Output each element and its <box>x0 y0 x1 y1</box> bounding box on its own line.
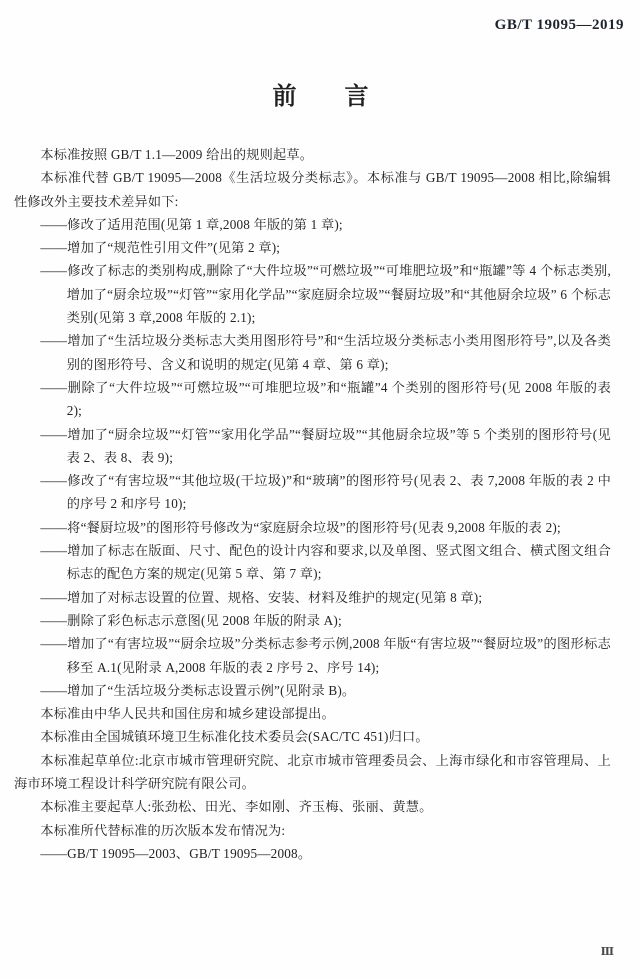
change-item: ——删除了彩色标志示意图(见 2008 年版的附录 A); <box>40 612 342 628</box>
intro-paragraph: 本标准按照 GB/T 1.1—2009 给出的规则起草。 <box>40 147 314 162</box>
change-item: ——增加了“生活垃圾分类标志大类用图形符号”和“生活垃圾分类标志小类用图形符号”,以及各类别的图形符号、含义和说明的规定(见第 4 章、第 6 章); <box>40 333 611 372</box>
change-item: ——修改了适用范围(见第 1 章,2008 年版的第 1 章); <box>40 216 343 232</box>
closing-paragraph: 本标准所代替标准的历次版本发布情况为: <box>40 822 286 838</box>
closing-paragraph: 本标准由全国城镇环境卫生标准化技术委员会(SAC/TC 451)归口。 <box>40 729 429 745</box>
change-item: ——修改了标志的类别构成,删除了“大件垃圾”“可燃垃圾”“可堆肥垃圾”和“瓶罐”等 4 个标志类别,增加了“厨余垃圾”“灯管”“家用化学品”“家庭厨余垃圾”“餐厨垃圾”和“其他厨余垃圾” 6 个标志类别(见第 3 章,2008 年版的 2.1); <box>40 263 611 326</box>
intro-paragraph: 本标准代替 GB/T 19095—2008《生活垃圾分类标志》。本标准与 GB/T 19095—2008 相比,除编辑性修改外主要技术差异如下: <box>14 170 611 209</box>
change-item: ——修改了“有害垃圾”“其他垃圾(干垃圾)”和“玻璃”的图形符号(见表 2、表 7,2008 年版的表 2 中的序号 2 和序号 10); <box>40 473 611 512</box>
page-number: Ⅲ <box>600 946 614 958</box>
closing-paragraph: 本标准起草单位:北京市城市管理研究院、北京市城市管理委员会、上海市绿化和市容管理局、上海市环境工程设计科学研究院有限公司。 <box>14 752 611 792</box>
closing-paragraph: 本标准由中华人民共和国住房和城乡建设部提出。 <box>40 706 335 722</box>
page-title: 前 言 <box>272 84 369 110</box>
change-item: ——增加了“有害垃圾”“厨余垃圾”分类标志参考示例,2008 年版“有害垃圾”“餐厨垃圾”的图形标志移至 A.1(见附录 A,2008 年版的表 2 序号 2、序号 14); <box>40 636 611 675</box>
change-item: ——增加了“规范性引用文件”(见第 2 章); <box>40 240 281 256</box>
closing-paragraph: 本标准主要起草人:张劲松、田光、李如刚、齐玉梅、张丽、黄慧。 <box>40 799 433 815</box>
foreword-body <box>14 143 611 865</box>
change-item: ——删除了“大件垃圾”“可燃垃圾”“可堆肥垃圾”和“瓶罐”4 个类别的图形符号(见 2008 年版的表 2); <box>40 379 611 419</box>
change-item: ——增加了标志在版面、尺寸、配色的设计内容和要求,以及单图、竖式图文组合、横式图文组合标志的配色方案的规定(见第 5 章、第 7 章); <box>40 543 611 582</box>
change-item: ——将“餐厨垃圾”的图形符号修改为“家庭厨余垃圾”的图形符号(见表 9,2008 年版的表 2); <box>40 519 561 535</box>
change-item: ——增加了对标志设置的位置、规格、安装、材料及维护的规定(见第 8 章); <box>40 589 483 605</box>
history-item: ——GB/T 19095—2003、GB/T 19095—2008。 <box>40 845 312 861</box>
change-item: ——增加了“厨余垃圾”“灯管”“家用化学品”“餐厨垃圾”“其他厨余垃圾”等 5 个类别的图形符号(见表 2、表 8、表 9); <box>40 426 611 465</box>
standard-code-header: GB/T 19095—2019 <box>494 17 624 33</box>
change-item: ——增加了“生活垃圾分类标志设置示例”(见附录 B)。 <box>40 682 356 698</box>
